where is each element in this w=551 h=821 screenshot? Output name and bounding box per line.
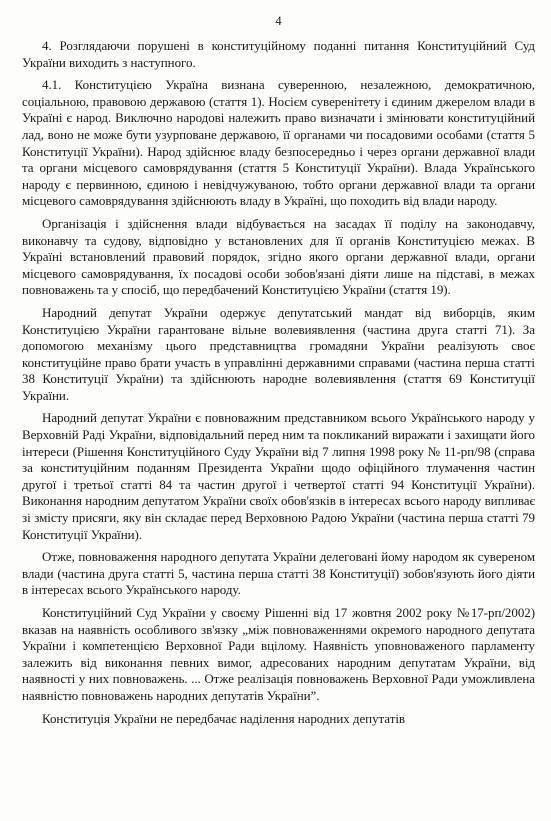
paragraph-constitution-continues: Конституція України не передбачає наділення народних депутатів xyxy=(42,710,405,726)
paragraph-delegated-powers: Отже, повноваження народного депутата України делеговані йому народом як сувереном влади (частина друга статті 5, частина перша статті 38 Конституції) зобов'язують його діяти в інтересах всього Українського народу. xyxy=(22,549,535,598)
paragraph-court-decision-2002: Конституційний Суд України у своєму Рішенні від 17 жовтня 2002 року №17-рп/2002) вказав на наявність особливого зв'язку „між повноваженнями окремого народного депутата України і компетенцією Верховної Ради вцілому. Наявність уповноваженого парламенту залежить від виконання певних вимог, адресованих народним депутатам України, від наявності у них повноважень. ... Отже реалізація повноважень Верховної Ради уможливлена наявністю повноважень народних депутатів України”. xyxy=(22,605,535,703)
paragraph-section-4-1: 4.1. Конституцією Україна визнана суверенною, незалежною, демократичною, соціальною, правовою державою (стаття 1). Носієм суверенітету і єдиним джерелом влади в Україні є народ. Виключно народові належить право визначати і змінювати конституційний лад, воно не може бути узурповане державою, її органами чи посадовими особами (стаття 5 Конституції України). Народ здійснює владу безпосередньо і через органи державної влади та органи місцевого самоврядування (стаття 5 Конституції України). Влада Українського народу є первинною, єдиною і невідчужуваною, тобто органи державної влади та органи місцевого самоврядування здійснюють владу в Україні, що походить від влади народу. xyxy=(22,77,535,209)
page-number: 4 xyxy=(275,14,282,28)
paragraph-separation-of-powers: Організація і здійснення влади відбувається на засадах її поділу на законодавчу, виконавчу та судову, відповідно у встановлених для її органів Конституцією межах. В Україні встановлений правовий порядок, згідно якого органи державної влади, органи місцевого самоврядування, їх посадові особи зобов'язані діяти лише на підставі, в межах повноважень та у спосіб, що передбачений Конституцією України (стаття 19). xyxy=(22,215,535,298)
paragraph-deputy-mandate: Народний депутат України одержує депутатський мандат від виборців, яким Конституцією України гарантоване вільне волевиявлення (частина друга статті 71). За допомогою механізму цього представництва громадяни України реалізують своє конституційне право брати участь в управлінні державними справами (частина перша статті 38 Конституції України) та здійснюють народне волевиявлення (стаття 69 Конституції України. xyxy=(22,304,535,403)
paragraph-deputy-representative: Народний депутат України є повноважним представником всього Українського народу у Верховній Раді України, відповідальний перед ним та покликаний виражати і захищати його інтереси (Рішення Конституційного Суду України від 7 липня 1998 року № 11-рп/98 (справа за конституційним поданням Президента України щодо офіційного тлумачення частин другої і третьої статті 84 та частин другої і четвертої статті 94 Конституції України). Виконання народним депутатом України своїх обов'язків в інтересах всього народу випливає зі змісту присяги, яку він складає перед Верховною Радою України (частина перша статті 79 Конституції України). xyxy=(22,410,535,542)
paragraph-section-4: 4. Розглядаючи порушені в конституційному поданні питання Конституційний Суд України виходить з наступного. xyxy=(22,38,535,70)
